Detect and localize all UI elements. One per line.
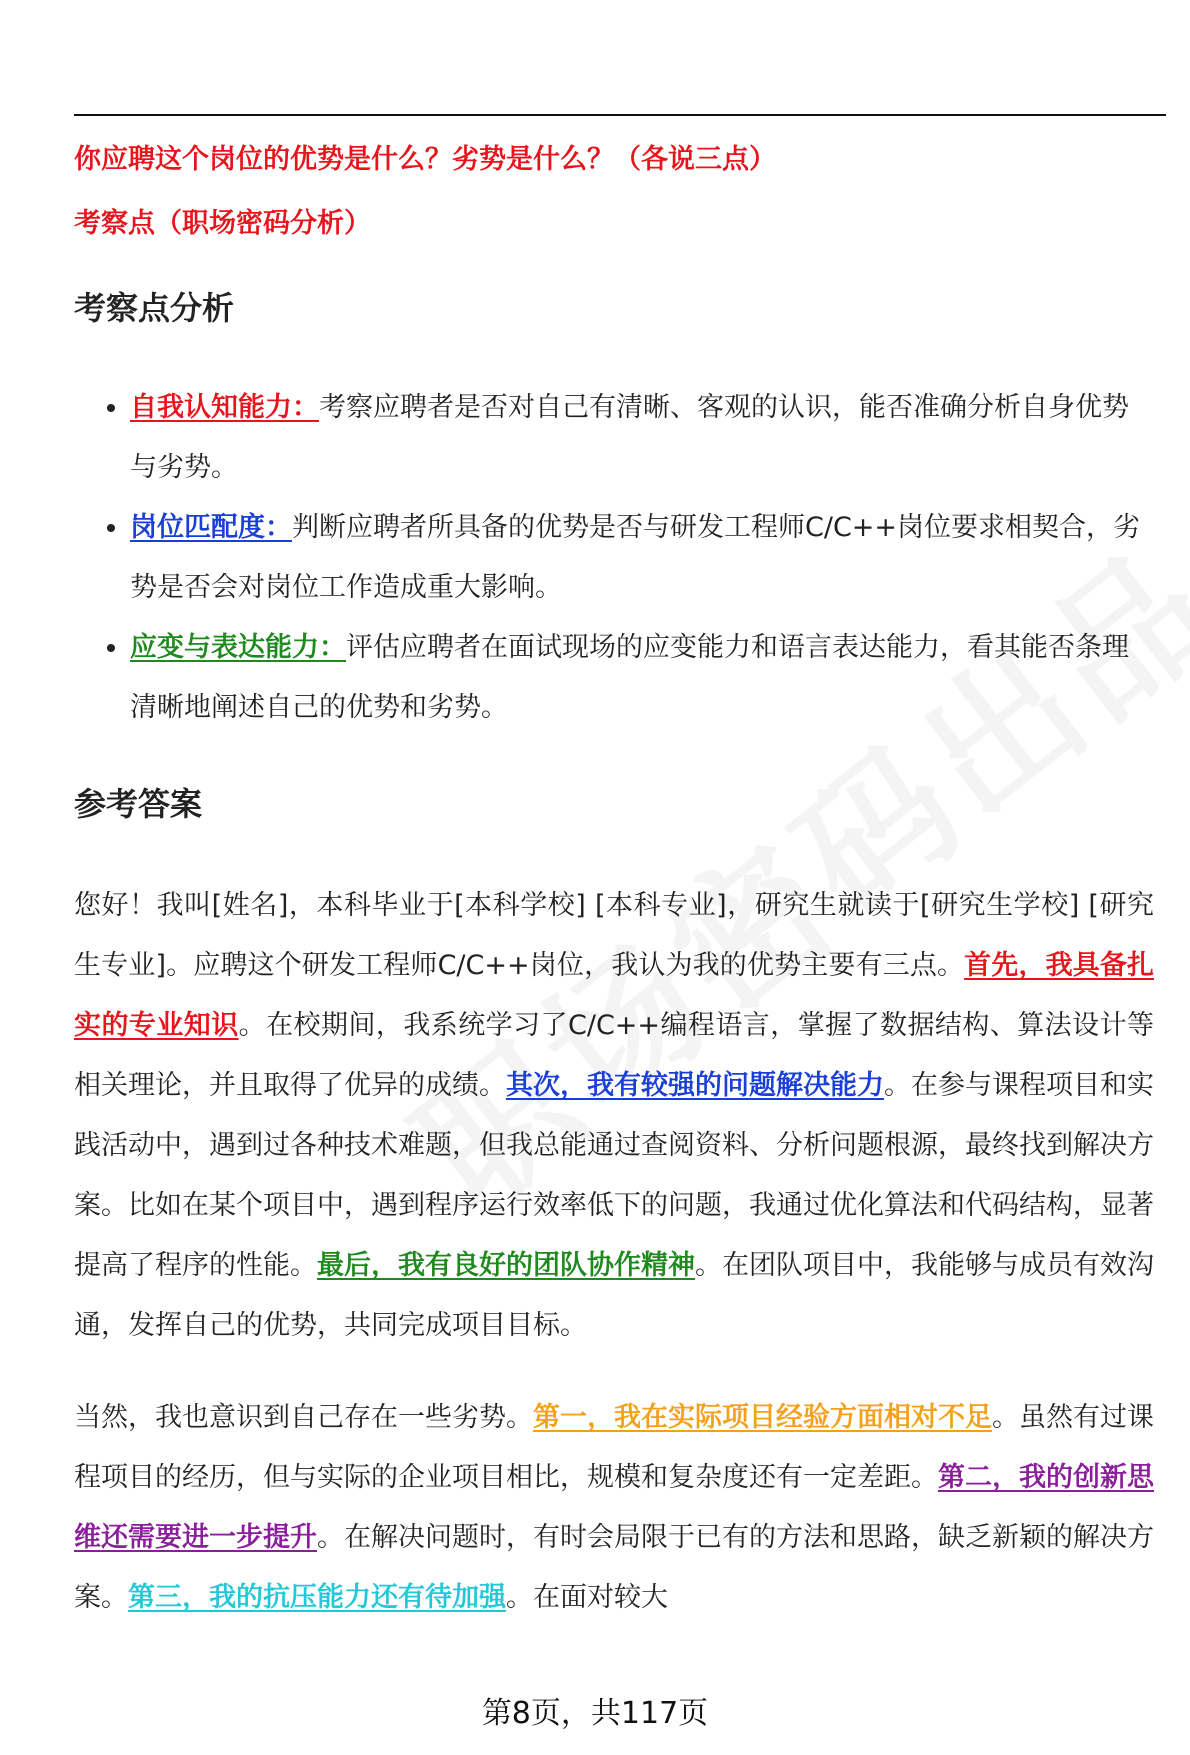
analysis-item-label: 应变与表达能力： [130,632,346,663]
answer-paragraph-weaknesses [74,1388,1154,1628]
answer-text: 当然，我也意识到自己存在一些劣势。 [74,1402,533,1433]
answer-text: 您好！我叫[姓名]，本科毕业于[本科学校] [本科专业]，研究生就读于[研究生学校] [研究生专业]。应聘这个研发工程师C/C++岗位，我认为我的优势主要有三点。 [74,890,1154,981]
answer-text: 。虽然有过课程项目的经历，但与实际的企业项目相比，规模和复杂度还有一定差距。 [74,1402,1154,1493]
analysis-item [130,618,1154,738]
weakness-highlight-1: 第一，我在实际项目经验方面相对不足 [533,1402,992,1433]
strength-highlight-1: 首先，我具备扎实的专业知识 [74,950,1155,1041]
answer-text: 。在校期间，我系统学习了C/C++编程语言，掌握了数据结构、算法设计等相关理论，并且取得了优异的成绩。 [74,1010,1155,1101]
page-number: 第8页，共117页 [481,1696,709,1731]
analysis-item [130,498,1154,618]
answer-text: 。在解决问题时，有时会局限于已有的方法和思路，缺乏新颖的解决方案。 [74,1522,1154,1613]
strength-highlight-2: 其次，我有较强的问题解决能力 [506,1070,884,1101]
top-divider [74,114,1166,116]
analysis-item-text: 判断应聘者所具备的优势是否与研发工程师C/C++岗位要求相契合，劣势是否会对岗位工作造成重大影响。 [130,512,1141,603]
analysis-item-label: 岗位匹配度： [130,512,292,543]
analysis-item [130,378,1154,498]
question-subtitle: 考察点（职场密码分析） [74,208,371,239]
answer-text: 。在面对较大 [506,1582,668,1613]
strength-highlight-3: 最后，我有良好的团队协作精神 [317,1250,695,1281]
analysis-item-text: 评估应聘者在面试现场的应变能力和语言表达能力，看其能否条理清晰地阐述自己的优势和劣势。 [130,632,1129,723]
analysis-list [74,378,1154,738]
weakness-highlight-3: 第三，我的抗压能力还有待加强 [128,1582,506,1613]
weakness-highlight-2: 第二，我的创新思维还需要进一步提升 [74,1462,1154,1553]
answer-heading: 参考答案 [74,785,203,823]
answer-paragraph-strengths [74,876,1154,1356]
page-content [74,138,1154,1628]
question-title: 你应聘这个岗位的优势是什么？劣势是什么？（各说三点） [74,144,776,175]
answer-text: 。在团队项目中，我能够与成员有效沟通，发挥自己的优势，共同完成项目目标。 [74,1250,1154,1341]
analysis-heading: 考察点分析 [74,289,235,327]
answer-text: 。在参与课程项目和实践活动中，遇到过各种技术难题，但我总能通过查阅资料、分析问题根源，最终找到解决方案。比如在某个项目中，遇到程序运行效率低下的问题，我通过优化算法和代码结构，显著提高了程序的性能。 [74,1070,1154,1281]
analysis-item-label: 自我认知能力： [130,392,319,423]
analysis-item-text: 考察应聘者是否对自己有清晰、客观的认识，能否准确分析自身优势与劣势。 [130,392,1129,483]
